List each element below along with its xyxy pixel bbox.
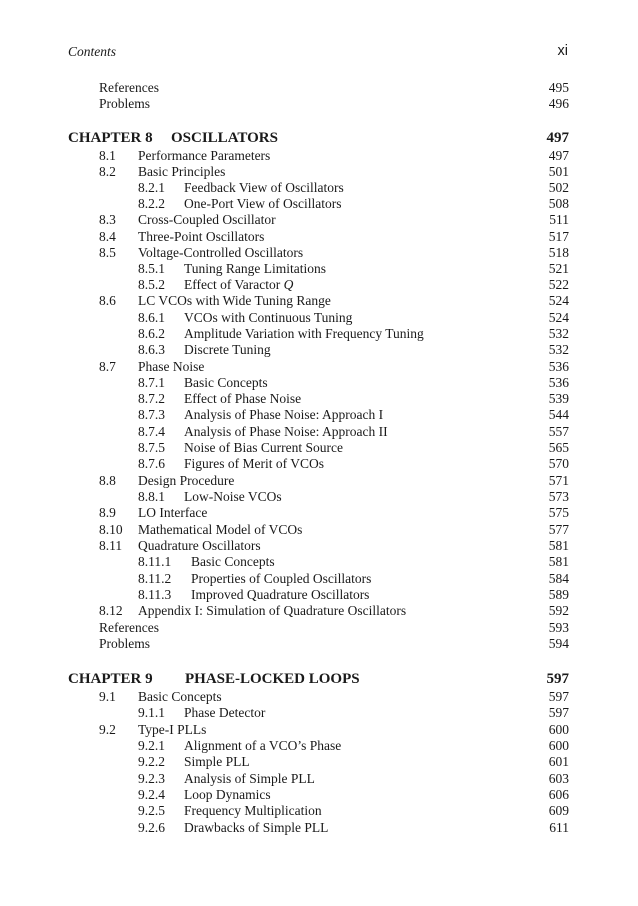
toc-entry[interactable]: 9.2.4 Loop Dynamics 606	[138, 787, 569, 802]
running-header-page-number: xi	[557, 43, 568, 59]
toc-entry[interactable]: 8.6.3 Discrete Tuning 532	[138, 342, 569, 357]
toc-entry[interactable]: 8.5 Voltage-Controlled Oscillators 518	[99, 245, 569, 260]
toc-entry[interactable]: 8.10 Mathematical Model of VCOs 577	[99, 522, 569, 537]
toc-entry[interactable]: 9.2 Type-I PLLs 600	[99, 722, 569, 737]
toc-entry[interactable]: 8.11.2 Properties of Coupled Oscillators 584	[138, 571, 569, 586]
toc-entry[interactable]: 8.4 Three-Point Oscillators 517	[99, 229, 569, 244]
toc-entry[interactable]: 8.5.2 Effect of Varactor Q 522	[138, 277, 569, 292]
toc-entry[interactable]: 8.7.3 Analysis of Phase Noise: Approach I 544	[138, 407, 569, 422]
toc-entry-references[interactable]: References 495	[99, 80, 569, 95]
toc-entry[interactable]: 8.12 Appendix I: Simulation of Quadrature Oscillators 592	[99, 603, 569, 618]
toc-entry[interactable]: 8.9 LO Interface 575	[99, 505, 569, 520]
toc-entry[interactable]: 8.2.2 One-Port View of Oscillators 508	[138, 196, 569, 211]
toc-entry[interactable]: 8.1 Performance Parameters 497	[99, 148, 569, 163]
toc-entry[interactable]: 8.3 Cross-Coupled Oscillator 511	[99, 212, 569, 227]
toc-entry[interactable]: 8.7.5 Noise of Bias Current Source 565	[138, 440, 569, 455]
toc-entry[interactable]: 8.11 Quadrature Oscillators 581	[99, 538, 569, 553]
toc-entry[interactable]: 8.2.1 Feedback View of Oscillators 502	[138, 180, 569, 195]
running-header-title: Contents	[68, 44, 117, 59]
toc-entry[interactable]: 8.6.2 Amplitude Variation with Frequency Tuning 532	[138, 326, 569, 341]
toc-entry[interactable]: 8.5.1 Tuning Range Limitations 521	[138, 261, 569, 276]
toc-entry[interactable]: 9.2.1 Alignment of a VCO’s Phase 600	[138, 738, 569, 753]
toc-entry-problems[interactable]: Problems 594	[99, 636, 569, 651]
toc-entry[interactable]: 8.6.1 VCOs with Continuous Tuning 524	[138, 310, 569, 325]
toc-entry[interactable]: 9.1 Basic Concepts 597	[99, 689, 569, 704]
toc-entry[interactable]: 9.2.3 Analysis of Simple PLL 603	[138, 771, 569, 786]
toc-entry[interactable]: 8.7.4 Analysis of Phase Noise: Approach II 557	[138, 424, 569, 439]
toc-entry[interactable]: 8.11.3 Improved Quadrature Oscillators 589	[138, 587, 569, 602]
toc-entry-problems[interactable]: Problems 496	[99, 96, 569, 111]
toc-entry[interactable]: 8.2 Basic Principles 501	[99, 164, 569, 179]
chapter-8-heading[interactable]: CHAPTER 8 OSCILLATORS 497	[68, 130, 569, 146]
chapter-9-heading[interactable]: CHAPTER 9 PHASE-LOCKED LOOPS 597	[68, 671, 569, 687]
toc-entry[interactable]: 8.7.2 Effect of Phase Noise 539	[138, 391, 569, 406]
toc-entry[interactable]: 9.2.2 Simple PLL 601	[138, 754, 569, 769]
toc-entry[interactable]: 8.8 Design Procedure 571	[99, 473, 569, 488]
toc-entry[interactable]: 8.7 Phase Noise 536	[99, 359, 569, 374]
toc-entry[interactable]: 9.2.5 Frequency Multiplication 609	[138, 803, 569, 818]
toc-entry[interactable]: 8.7.6 Figures of Merit of VCOs 570	[138, 456, 569, 471]
toc-entry[interactable]: 9.2.6 Drawbacks of Simple PLL 611	[138, 820, 569, 835]
toc-entry[interactable]: 8.11.1 Basic Concepts 581	[138, 554, 569, 569]
toc-entry[interactable]: 8.7.1 Basic Concepts 536	[138, 375, 569, 390]
toc-entry-references[interactable]: References 593	[99, 620, 569, 635]
toc-entry[interactable]: 9.1.1 Phase Detector 597	[138, 705, 569, 720]
toc-entry[interactable]: 8.8.1 Low-Noise VCOs 573	[138, 489, 569, 504]
toc-entry[interactable]: 8.6 LC VCOs with Wide Tuning Range 524	[99, 293, 569, 308]
